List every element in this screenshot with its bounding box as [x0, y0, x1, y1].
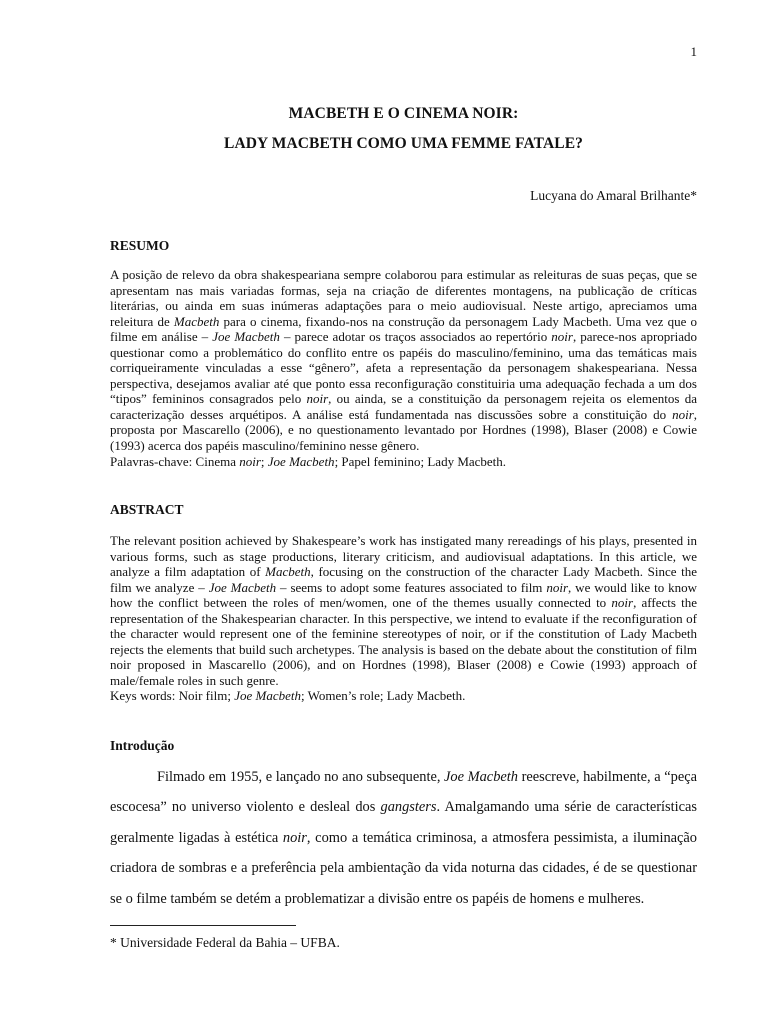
resumo-paragraph: A posição de relevo da obra shakespeariana sempre colaborou para estimular as releituras de suas peças, que se apresentam nas mais variadas formas, seja na criação de diferentes montagens, na publicação de críticas literárias, ou ainda em suas inúmeras adaptações para o meio audiovisual. Neste artigo, apreciamos uma releitura de Macbeth para o cinema, fixando-nos na construção da personagem Lady Macbeth. Uma vez que o filme em análise – Joe Macbeth – parece adotar os traços associados ao repertório noir, parece-nos apropriado questionar como a problemático do conflito entre os papéis do masculino/feminino, uma das temáticas mais corriqueiramente vinculadas a esse “gênero”, afeta a representação da personagem shakespeariana. Nessa perspectiva, desejamos avaliar até que ponto essa reconfiguração constituiria uma adequação fechada a um dos “tipos” femininos consagrados pelo noir, ou ainda, se a constituição da personagem rejeita os elementos da caracterização desses arquétipos. A análise está fundamentada nas discussões sobre a constituição do noir, proposta por Mascarello (2006), e no questionamento levantado por Hordnes (1998), Blaser (2008) e Cowie (1993) acerca dos papéis masculino/feminino nesse gênero. Palavras-chave: Cinema noir; Joe Macbeth; Papel feminino; Lady Macbeth. — [110, 267, 697, 469]
italic-term: noir — [611, 595, 634, 611]
italic-term: noir — [546, 579, 569, 595]
italic-term: Joe Macbeth — [212, 329, 280, 345]
resumo-keywords: Palavras-chave: Cinema noir; Joe Macbeth; Papel feminino; Lady Macbeth. — [110, 453, 507, 469]
author-name: Lucyana do Amaral Brilhante* — [530, 188, 697, 203]
footnote: * Universidade Federal da Bahia – UFBA. — [110, 935, 340, 950]
abstract-paragraph: The relevant position achieved by Shakespeare’s work has instigated many rereadings of his plays, presented in various forms, such as stage productions, literary criticism, and audiovisual adaptations. In this article, we analyze a film adaptation of Macbeth, focusing on the construction of the character Lady Macbeth. Since the film we analyze – Joe Macbeth – seems to adopt some features associated to film noir, we would like to know how the conflict between the roles of men/women, one of the themes usually connected to noir, affects the representation of the Shakespearian character. In this perspective, we intend to evaluate if the reconfiguration of the character would represent one of the feminine stereotypes of noir, or if the constitution of Lady Macbeth rejects the elements that build such archetypes. The analysis is based on the debate about the constitution of film noir proposed in Mascarello (2006), and on Hordnes (1998), Blaser (2008) e Cowie (1993) approach of male/female roles in such genre. Keys words: Noir film; Joe Macbeth; Women’s role; Lady Macbeth. — [110, 533, 697, 704]
italic-term: gangsters — [380, 799, 437, 816]
italic-term: noir — [672, 406, 694, 422]
resumo-heading: RESUMO — [110, 238, 170, 253]
introduction-paragraph: Filmado em 1955, e lançado no ano subsequente, Joe Macbeth reescreve, habilmente, a “peça escocesa” no universo violento e desleal dos gangsters. Amalgamando uma série de características geralmente ligadas à estética noir, como a temática criminosa, a atmosfera pessimista, a iluminação criadora de sombras e a preferência pela ambientação da vida noturna das cidades, é de se questionar se o filme também se detém a problematizar a divisão entre os papéis de homens e mulheres. — [110, 769, 697, 907]
italic-term: noir — [282, 829, 307, 846]
italic-term: noir — [551, 329, 573, 345]
introduction-heading: Introdução — [110, 738, 175, 753]
abstract-keywords: Keys words: Noir film; Joe Macbeth; Women’s role; Lady Macbeth. — [110, 688, 466, 704]
title-line-1: MACBETH E O CINEMA NOIR: — [288, 105, 519, 122]
italic-term: noir — [306, 391, 329, 407]
italic-term: Joe Macbeth — [208, 579, 277, 595]
title-line-2: LADY MACBETH COMO UMA FEMME FATALE? — [224, 135, 583, 152]
abstract-heading: ABSTRACT — [110, 502, 184, 517]
italic-term: Macbeth — [265, 564, 311, 580]
italic-term: Joe Macbeth — [444, 769, 518, 785]
page-number: 1 — [690, 44, 697, 59]
italic-term: Macbeth — [173, 313, 220, 329]
footnote-separator — [110, 925, 296, 926]
